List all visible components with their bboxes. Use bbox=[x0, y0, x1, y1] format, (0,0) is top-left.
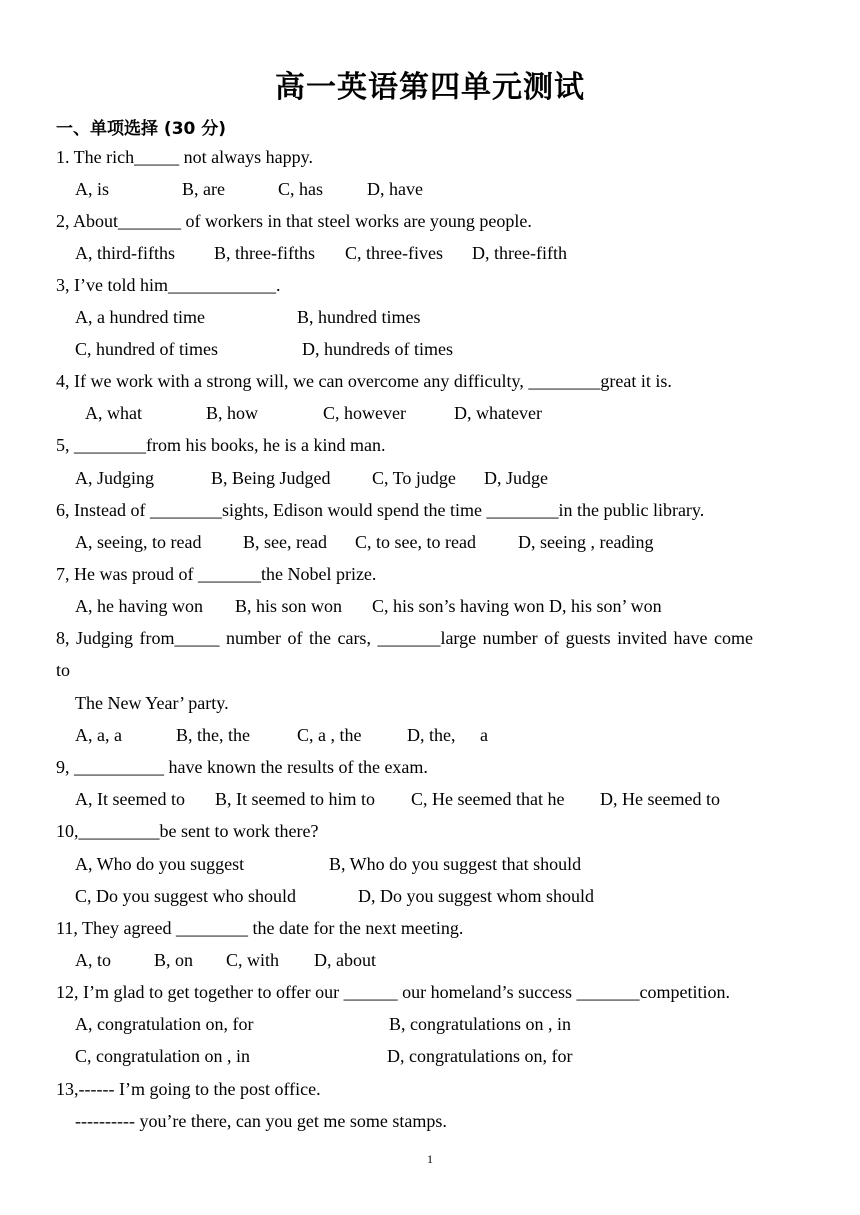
question-stem: 4, If we work with a strong will, we can overcome any difficulty, ________great it is. bbox=[56, 371, 672, 391]
option: D, three-fifth bbox=[472, 243, 567, 263]
option-tail: a bbox=[480, 725, 488, 745]
option: B, his son won bbox=[235, 596, 343, 616]
question-stem: 13,------ I’m going to the post office. bbox=[56, 1079, 321, 1099]
option: C, a , the bbox=[297, 725, 362, 745]
option: D, He seemed to bbox=[600, 789, 720, 809]
question-stem: 12, I’m glad to get together to offer our ______ our homeland’s success _______competition. bbox=[56, 982, 731, 1002]
option: B, see, read bbox=[243, 532, 327, 552]
option: C, Do you suggest who should bbox=[75, 886, 297, 906]
option: D, about bbox=[314, 950, 376, 970]
option: B, three-fifths bbox=[214, 243, 315, 263]
option: A, he having won bbox=[75, 596, 203, 616]
option: C, To judge bbox=[372, 468, 456, 488]
question-stem-wrap: to bbox=[56, 660, 71, 680]
option: B, on bbox=[154, 950, 194, 970]
option: A, a hundred time bbox=[75, 307, 205, 327]
question-stem: 6, Instead of ________sights, Edison would spend the time ________in the public library. bbox=[56, 500, 705, 520]
option: C, has bbox=[278, 179, 323, 199]
question-stem: 2, About_______ of workers in that steel works are young people. bbox=[56, 211, 532, 231]
option: A, Who do you suggest bbox=[75, 854, 245, 874]
page-number: 1 bbox=[427, 1152, 433, 1166]
question-stem: 8, Judging from_____ number of the cars, _______large number of guests invited have come bbox=[56, 628, 754, 648]
option: C, congratulation on , in bbox=[75, 1046, 250, 1066]
question-stem: 7, He was proud of _______the Nobel prize. bbox=[56, 564, 377, 584]
option: A, what bbox=[85, 403, 142, 423]
option: C, three-fives bbox=[345, 243, 443, 263]
question-stem-continued: ---------- you’re there, can you get me some stamps. bbox=[75, 1111, 447, 1131]
option: C, He seemed that he bbox=[411, 789, 565, 809]
option: B, Who do you suggest that should bbox=[329, 854, 582, 874]
option: A, Judging bbox=[75, 468, 155, 488]
question-stem: 9, __________ have known the results of the exam. bbox=[56, 757, 428, 777]
section-heading: 一、单项选择 (30 分) bbox=[56, 119, 227, 139]
page-title: 高一英语第四单元测试 bbox=[275, 70, 585, 105]
option: A, a, a bbox=[75, 725, 122, 745]
option: D, whatever bbox=[454, 403, 542, 423]
option: A, It seemed to bbox=[75, 789, 185, 809]
question-stem: 11, They agreed ________ the date for the next meeting. bbox=[56, 918, 464, 938]
option: C, his son’s having won D, his son’ won bbox=[372, 596, 662, 616]
option: C, hundred of times bbox=[75, 339, 218, 359]
option: C, to see, to read bbox=[355, 532, 476, 552]
question-stem: 3, I’ve told him____________. bbox=[56, 275, 281, 295]
option: D, Judge bbox=[484, 468, 548, 488]
option: B, the, the bbox=[176, 725, 250, 745]
option: A, is bbox=[75, 179, 110, 199]
option: A, third-fifths bbox=[75, 243, 175, 263]
option: B, It seemed to him to bbox=[215, 789, 375, 809]
option: D, have bbox=[367, 179, 423, 199]
option: C, with bbox=[226, 950, 280, 970]
option: A, congratulation on, for bbox=[75, 1014, 254, 1034]
question-stem-continued: The New Year’ party. bbox=[75, 693, 229, 713]
option: C, however bbox=[323, 403, 406, 423]
question-stem: 10,_________be sent to work there? bbox=[56, 821, 319, 841]
question-stem: 1. The rich_____ not always happy. bbox=[56, 147, 313, 167]
option: D, congratulations on, for bbox=[387, 1046, 573, 1066]
option: B, Being Judged bbox=[211, 468, 331, 488]
option: D, seeing , reading bbox=[518, 532, 654, 552]
option: B, hundred times bbox=[297, 307, 421, 327]
option: D, the, bbox=[407, 725, 456, 745]
option: B, how bbox=[206, 403, 259, 423]
question-stem: 5, ________from his books, he is a kind man. bbox=[56, 435, 386, 455]
option: B, congratulations on , in bbox=[389, 1014, 571, 1034]
option: A, seeing, to read bbox=[75, 532, 202, 552]
option: D, Do you suggest whom should bbox=[358, 886, 595, 906]
option: D, hundreds of times bbox=[302, 339, 453, 359]
option: A, to bbox=[75, 950, 111, 970]
option: B, are bbox=[182, 179, 225, 199]
